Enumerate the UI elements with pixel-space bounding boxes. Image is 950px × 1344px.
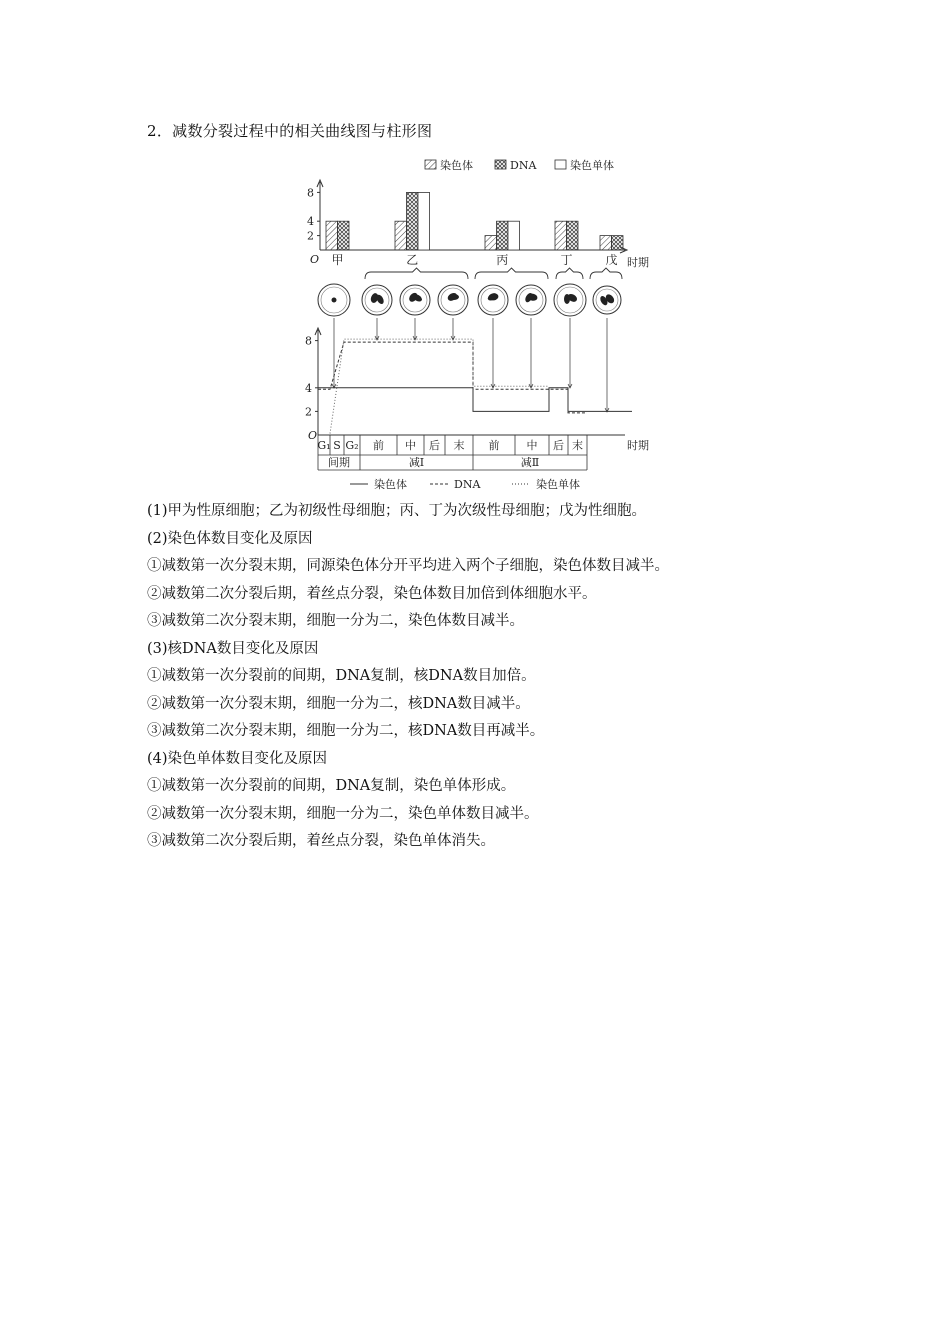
paragraph: ②减数第一次分裂末期，细胞一分为二，染色单体数目减半。: [147, 805, 539, 822]
category-label: 丙: [496, 253, 509, 267]
bar: [508, 221, 520, 250]
paragraph: (3)核DNA数目变化及原因: [147, 640, 319, 657]
legend-swatch: [555, 160, 566, 169]
category-label: 乙: [406, 253, 419, 267]
cell-diagram-row: [318, 268, 622, 316]
meiosis-figure: [300, 150, 680, 495]
group-brace: [365, 268, 468, 279]
bar: [407, 192, 419, 250]
stage-label: 减Ⅰ: [408, 456, 425, 469]
legend-label: 染色单体: [570, 159, 614, 172]
series-line: [318, 342, 587, 413]
paragraph: (4)染色单体数目变化及原因: [147, 750, 328, 767]
series-line: [318, 388, 632, 412]
phase-label: 前: [488, 439, 500, 452]
phase-label: 前: [373, 439, 384, 452]
phase-label: 后: [429, 439, 440, 452]
y-tick-label: 8: [307, 186, 314, 200]
phase-label: 中: [405, 439, 416, 452]
bar: [485, 236, 497, 250]
group-brace: [590, 268, 622, 279]
bar-chart: [307, 158, 649, 269]
origin-label: O: [310, 253, 320, 266]
paragraph: ②减数第一次分裂末期，细胞一分为二，核DNA数目减半。: [147, 695, 530, 712]
chromosome: [564, 294, 570, 304]
phase-label: 末: [572, 439, 583, 452]
paragraph: ②减数第二次分裂后期，着丝点分裂，染色体数目加倍到体细胞水平。: [147, 585, 597, 602]
legend-swatch: [495, 160, 506, 169]
section-heading: 2．减数分裂过程中的相关曲线图与柱形图: [147, 122, 433, 140]
y-tick-label: 8: [305, 334, 312, 348]
group-brace: [475, 268, 548, 279]
series-line: [330, 339, 549, 433]
paragraph: ③减数第二次分裂末期，细胞一分为二，核DNA数目再减半。: [147, 723, 545, 739]
bar: [600, 236, 612, 250]
stage-label: 减Ⅱ: [520, 456, 540, 469]
bar: [338, 221, 350, 250]
phase-label: G₂: [345, 439, 359, 452]
paragraph: ③减数第二次分裂末期，细胞一分为二，染色体数目减半。: [147, 613, 524, 629]
phase-label: S: [333, 439, 341, 452]
paragraph: ①减数第一次分裂末期，同源染色体分开平均进入两个子细胞，染色体数目减半。: [147, 558, 669, 574]
paragraph: ①减数第一次分裂前的间期，DNA复制，染色单体形成。: [147, 778, 516, 794]
legend-label: DNA: [510, 159, 537, 172]
chromosome: [449, 294, 459, 300]
phase-label: G₁: [317, 439, 331, 452]
y-tick-label: 4: [305, 381, 312, 395]
category-label: 戊: [605, 253, 618, 267]
legend-label: DNA: [454, 478, 481, 491]
x-axis-label: 时期: [627, 439, 649, 452]
bar: [612, 236, 624, 250]
phase-label: 末: [453, 439, 465, 452]
meiosis-figure-svg: [300, 150, 680, 495]
bar: [418, 192, 430, 250]
stage-label: 间期: [328, 456, 350, 469]
phase-label: 后: [553, 439, 564, 452]
y-tick-label: 2: [307, 229, 314, 243]
paragraph: (2)染色体数目变化及原因: [147, 530, 313, 547]
category-label: 甲: [331, 253, 344, 267]
x-axis-label: 时期: [627, 256, 649, 269]
category-label: 丁: [560, 253, 573, 267]
paragraph: (1)甲为性原细胞；乙为初级性母细胞；丙、丁为次级性母细胞；戊为性细胞。: [147, 503, 647, 519]
paragraph: ③减数第二次分裂后期，着丝点分裂，染色单体消失。: [147, 833, 495, 849]
bar: [326, 221, 338, 250]
origin-label: O: [308, 429, 318, 442]
group-brace: [556, 268, 583, 279]
paragraph: ①减数第一次分裂前的间期，DNA复制，核DNA数目加倍。: [147, 668, 536, 684]
bar: [395, 221, 407, 250]
cell-nucleus: [332, 298, 337, 303]
y-tick-label: 4: [307, 215, 314, 229]
bar: [555, 221, 567, 250]
bar: [567, 221, 579, 250]
legend-swatch: [425, 160, 436, 169]
phase-label: 中: [526, 439, 538, 452]
bar: [497, 221, 509, 250]
explanation-text: [147, 498, 847, 856]
legend-label: 染色体: [440, 159, 473, 172]
legend-label: 染色单体: [536, 478, 580, 491]
line-chart: [305, 318, 649, 491]
legend-label: 染色体: [374, 478, 407, 491]
y-tick-label: 2: [305, 405, 312, 419]
